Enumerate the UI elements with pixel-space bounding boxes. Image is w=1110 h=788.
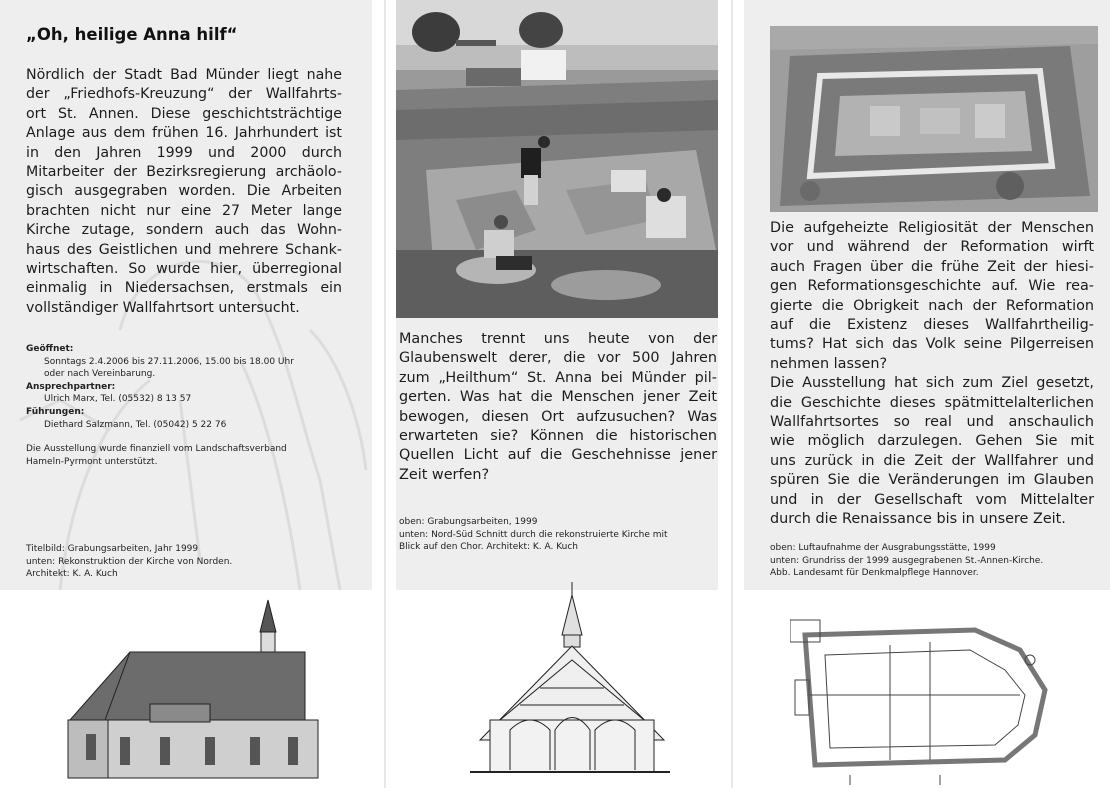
text-line: tums? Hat sich das Volk seine Pilgerreisen	[770, 336, 1094, 353]
panel-right	[744, 0, 1110, 590]
text-line: Kirche zutage, sondern auch das Wohn-	[26, 222, 342, 239]
text-line: Anlage aus dem frühen 16. Jahrhundert ist	[26, 125, 342, 142]
opening-line: oder nach Vereinbarung.	[44, 369, 156, 380]
text-line: und in der Gesellschaft vom Mittelalter	[770, 491, 1094, 508]
caption-line: oben: Luftaufnahme der Ausgrabungsstätte, 1999	[770, 543, 996, 553]
intro-text	[26, 66, 342, 318]
caption-line: unten: Grundriss der 1999 ausgegrabenen St.-Annen-Kirche.	[770, 555, 1044, 566]
text-line: zum „Heilthum“ St. Anna bei Münder pil-	[399, 369, 717, 386]
caption-line: oben: Grabungsarbeiten, 1999	[399, 517, 538, 527]
photo-caption	[770, 542, 1100, 580]
caption-line: Abb. Landesamt für Denkmalpflege Hannover.	[770, 568, 979, 579]
text-line: vollständiger Wallfahrtsort untersucht.	[26, 299, 300, 316]
text-line: auch Fragen über die frühe Zeit der hiesi-	[770, 258, 1094, 275]
fold-line	[384, 0, 386, 788]
text-line: gisch ausgegraben worden. Die Arbeiten	[26, 183, 342, 200]
caption-line: unten: Rekonstruktion der Kirche von Norden.	[26, 556, 233, 567]
funding-line: Die Ausstellung wurde finanziell vom Landschaftsverband	[26, 444, 287, 454]
caption-line: Titelbild: Grabungsarbeiten, Jahr 1999	[26, 544, 199, 554]
opening-label: Geöffnet:	[26, 344, 74, 354]
text-line: nehmen lassen?	[770, 355, 888, 372]
caption-line: Blick auf den Chor. Architekt: K. A. Kuch	[399, 542, 579, 553]
excavation-photo-image	[396, 0, 718, 318]
contact-value: Ulrich Marx, Tel. (05532) 8 13 57	[44, 394, 192, 405]
tours-label: Führungen:	[26, 406, 85, 417]
text-line: der „Friedhofs-Kreuzung“ der Wallfahrts-	[26, 86, 342, 103]
text-line: vor und während der Reformation wirft	[770, 239, 1094, 256]
text-line: Die aufgeheizte Religiosität der Menschen	[770, 220, 1094, 236]
text-line: Nördlich der Stadt Bad Münder liegt nahe	[26, 67, 342, 83]
church-north-elevation-drawing	[60, 592, 330, 782]
text-line: Glaubenswelt derer, die vor 500 Jahren	[399, 350, 717, 367]
text-line: auf die Existenz dieses Wallfahrtheilig-	[770, 317, 1094, 334]
text-line: haus des Geistlichen und mehrere Schank-	[26, 241, 342, 258]
caption-line: unten: Nord-Süd Schnitt durch die rekonstruierte Kirche mit	[399, 529, 668, 540]
text-line: erwarteten sie? Können die historischen	[399, 428, 717, 445]
photo-caption	[399, 516, 717, 554]
page-title: „Oh, heilige Anna hilf“	[26, 25, 238, 44]
fold-line	[731, 0, 733, 788]
text-line: durch die Renaissance bis in unsere Zeit.	[770, 511, 1066, 528]
text-line: brachten nicht nur eine 27 Meter lange	[26, 202, 342, 219]
middle-body-text	[399, 330, 717, 485]
opening-line: Sonntags 2.4.2006 bis 27.11.2006, 15.00 bis 18.00 Uhr	[44, 356, 294, 367]
right-body-text	[770, 219, 1094, 530]
text-line: Manches trennt uns heute von der	[399, 331, 717, 347]
funding-note	[26, 443, 356, 468]
text-line: Zeit werfen?	[399, 466, 490, 483]
photo-caption	[26, 543, 356, 581]
text-line: Quellen Licht auf die Geschehnisse jener	[399, 447, 717, 464]
church-ground-plan-drawing	[790, 600, 1070, 785]
text-line: wirtschaften. So wurde hier, überregional	[26, 261, 342, 278]
aerial-photo-image	[770, 26, 1098, 212]
panel-middle	[396, 0, 718, 590]
contact-label: Ansprechpartner:	[26, 381, 116, 392]
tours-value: Diethard Salzmann, Tel. (05042) 5 22 76	[44, 419, 227, 430]
text-line: einmalig in Niedersachsen, erstmals ein	[26, 280, 342, 297]
text-line: die Geschichte dieses spätmittelalterlichen	[770, 394, 1094, 411]
text-line: wie möglich darzulegen. Gehen Sie mit	[770, 433, 1094, 450]
text-line: Mitarbeiter der Bezirksregierung archäolo-	[26, 164, 342, 181]
text-line: uns zurück in die Zeit der Wallfahrer und	[770, 452, 1094, 469]
aerial-photo	[770, 26, 1098, 212]
text-line: Wallfahrtsortes so real und anschaulich	[770, 414, 1094, 431]
excavation-photo	[396, 0, 718, 318]
panel-left	[0, 0, 372, 590]
text-line: ort St. Annen. Diese geschichtsträchtige	[26, 105, 342, 122]
text-line: gerten. Was hat die Menschen jener Zeit	[399, 389, 717, 406]
text-line: bewogen, diesen Ort aufzusuchen? Was	[399, 408, 717, 425]
text-line: Die Ausstellung hat sich zum Ziel gesetzt,	[770, 375, 1094, 392]
text-line: gen Reformationsgeschichte auf. Wie rea-	[770, 278, 1094, 295]
text-line: in den Jahren 1999 und 2000 durch	[26, 144, 342, 161]
funding-line: Hameln-Pyrmont unterstützt.	[26, 456, 158, 467]
text-line: spüren Sie die Veränderungen im Glauben	[770, 472, 1094, 489]
text-line: gierte die Obrigkeit nach der Reformation	[770, 297, 1094, 314]
church-section-drawing	[470, 580, 670, 780]
opening-hours	[26, 343, 356, 431]
caption-line: Architekt: K. A. Kuch	[26, 569, 118, 580]
